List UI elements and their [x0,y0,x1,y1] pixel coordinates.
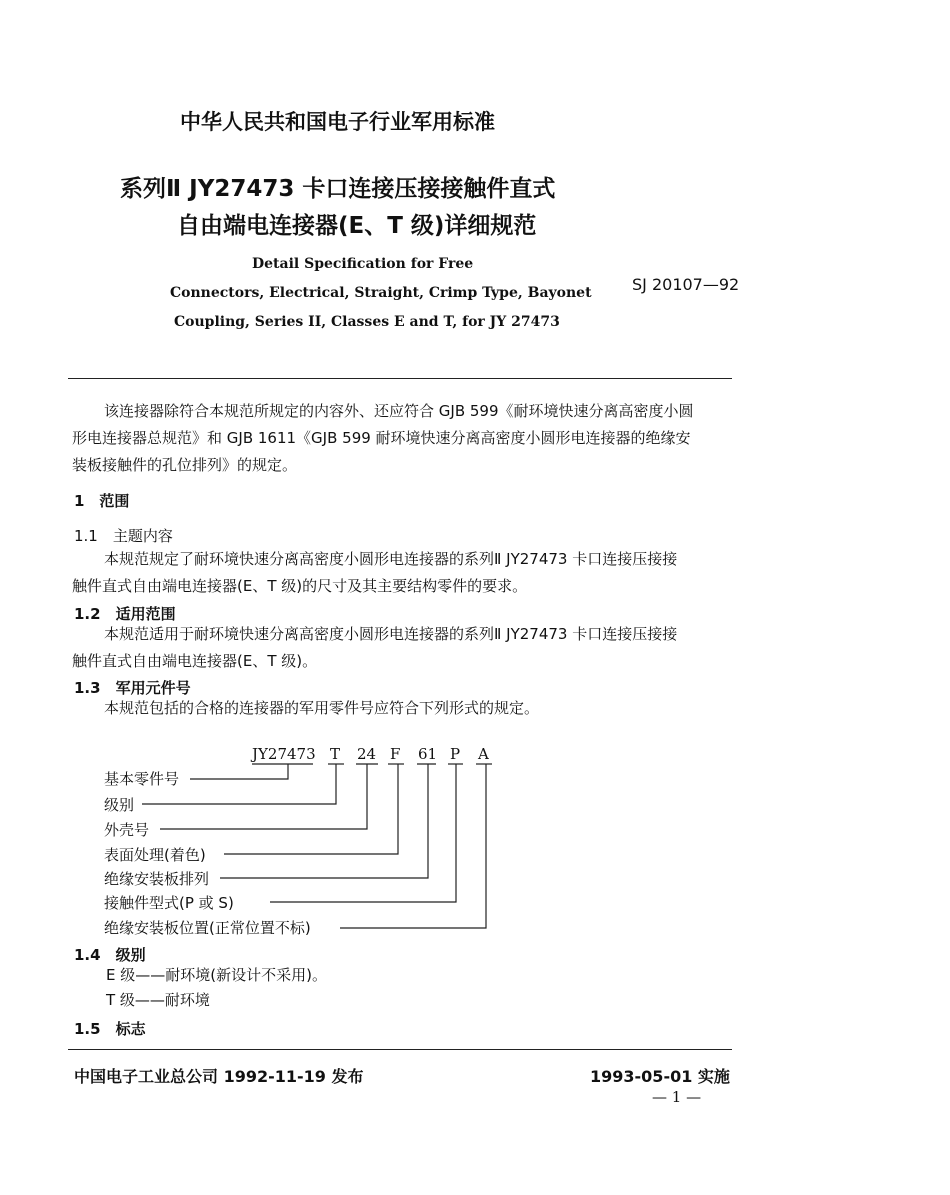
intro-line-2: 形电连接器总规范》和 GJB 1611《GJB 599 耐环境快速分离高密度小圆形电连接器的绝缘安 [72,429,691,447]
section-1-1-text-1: 本规范规定了耐环境快速分离高密度小圆形电连接器的系列Ⅱ JY27473 卡口连接压接接 [104,550,678,568]
code-class: T [330,745,341,763]
section-1-3-text: 本规范包括的合格的连接器的军用零件号应符合下列形式的规定。 [104,699,540,717]
label-base-part: 基本零件号 [104,770,180,788]
code-shell-size: 24 [357,745,377,763]
intro-line-1: 该连接器除符合本规范所规定的内容外、还应符合 GJB 599《耐环境快速分离高密度小圆 [104,402,694,420]
english-title-line2: Connectors, Electrical, Straight, Crimp Type, Bayonet [170,285,592,301]
code-finish: F [390,745,401,763]
doc-title-line1: 系列Ⅱ JY27473 卡口连接压接接触件直式 [120,176,556,202]
leader-insert-arrangement [220,764,428,878]
leader-finish [224,764,398,854]
label-class: 级别 [104,796,135,814]
section-1-2-text-1: 本规范适用于耐环境快速分离高密度小圆形电连接器的系列Ⅱ JY27473 卡口连接压接接 [104,625,678,643]
section-1-5-heading: 1.5 标志 [74,1020,146,1038]
section-1-4-heading: 1.4 级别 [74,946,146,964]
section-1-heading: 1 范围 [74,492,130,510]
leader-insert-position [340,764,486,928]
label-shell-size: 外壳号 [104,821,150,839]
code-base-part: JY27473 [252,745,316,763]
section-1-1-heading: 1.1 主题内容 [74,527,173,545]
section-1-1-text-2: 触件直式自由端电连接器(E、T 级)的尺寸及其主要结构零件的要求。 [72,577,528,595]
issuer-line: 中国电子工业总公司 1992-11-19 发布 [74,1067,364,1086]
intro-line-3: 装板接触件的孔位排列》的规定。 [72,456,298,474]
section-1-2-text-2: 触件直式自由端电连接器(E、T 级)。 [72,652,318,670]
english-title-line3: Coupling, Series II, Classes E and T, for JY 27473 [174,314,560,330]
code-insert-arrangement: 61 [418,745,438,763]
leader-class [142,764,336,804]
leader-base-part [190,764,288,779]
label-insert-position: 绝缘安装板位置(正常位置不标) [104,919,311,937]
section-1-4-class-e: E 级——耐环境(新设计不采用)。 [106,966,327,984]
section-1-4-class-t: T 级——耐环境 [106,991,210,1009]
label-contact-type: 接触件型式(P 或 S) [104,894,234,912]
effective-date: 1993-05-01 实施 [590,1067,730,1086]
page-number: — 1 — [652,1088,702,1106]
section-1-3-heading: 1.3 军用元件号 [74,679,191,697]
standard-number: SJ 20107—92 [632,275,740,294]
org-title: 中华人民共和国电子行业军用标准 [180,110,495,134]
footer-divider [68,1049,732,1050]
code-contact-type: P [450,745,461,763]
label-finish: 表面处理(着色) [104,846,206,864]
label-insert-arrangement: 绝缘安装板排列 [104,870,210,888]
code-insert-position: A [478,745,489,763]
section-1-2-heading: 1.2 适用范围 [74,605,176,623]
doc-title-line2: 自由端电连接器(E、T 级)详细规范 [177,213,537,239]
english-title-line1: Detail Specification for Free [252,256,474,272]
